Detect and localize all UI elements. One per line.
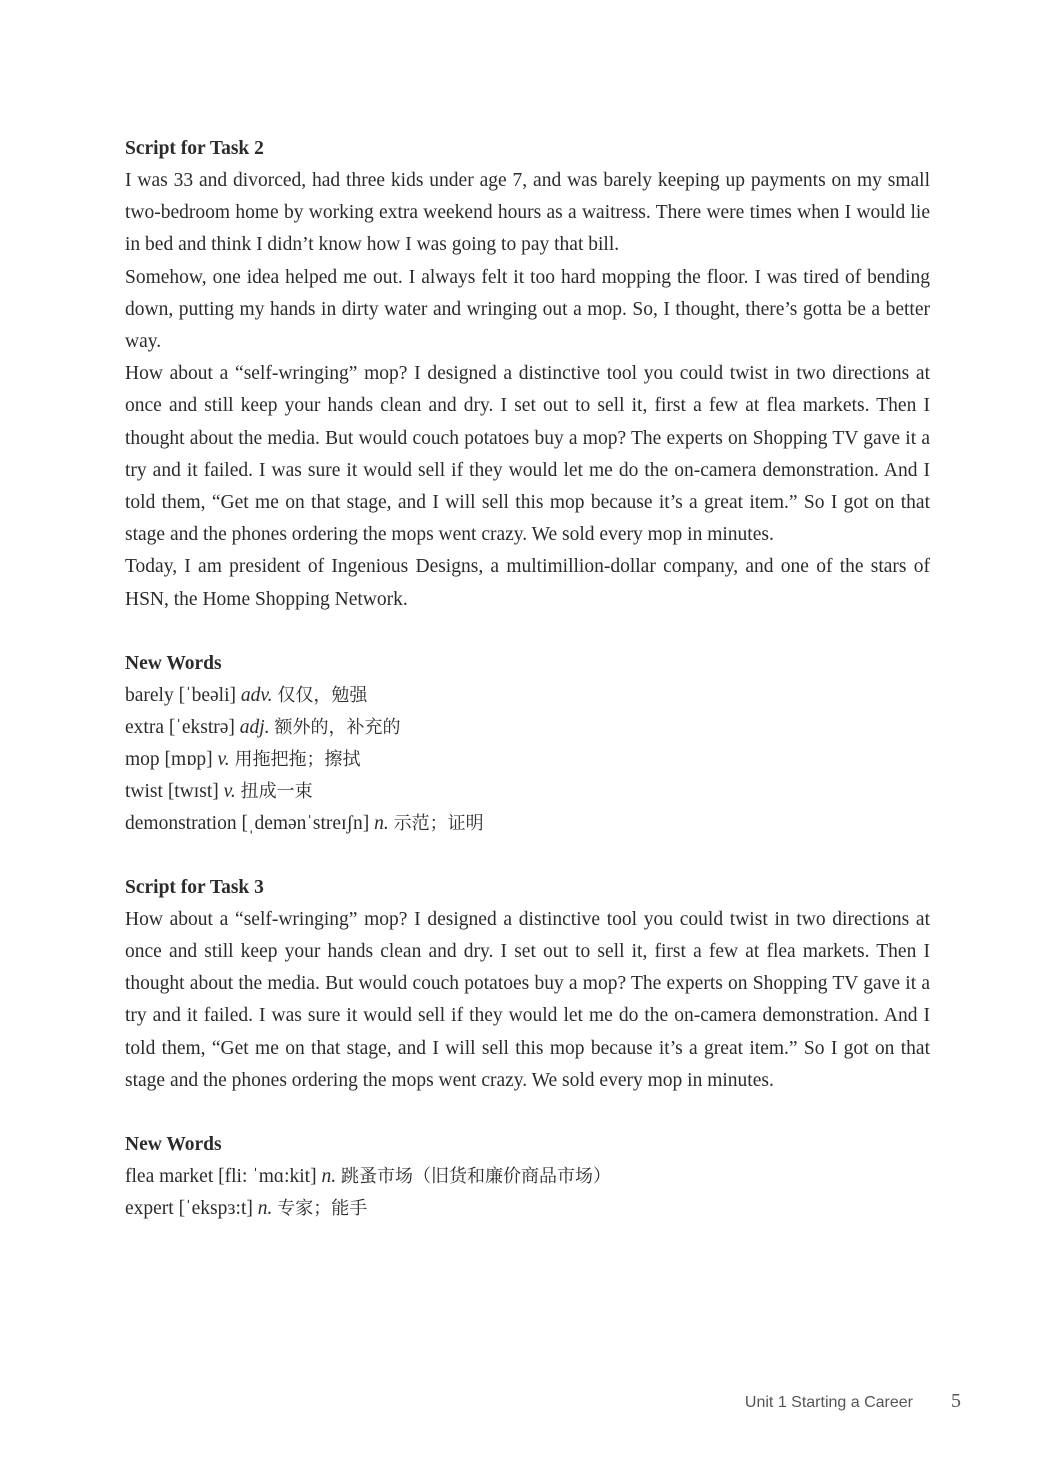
task2-paragraph-2: Somehow, one idea helped me out. I always felt it too hard mopping the floor. I was tired of bending down, putting my hands in dirty water and wringing out a mop. So, I thought, there’s gotta be a better way. (125, 266, 930, 353)
vocab-phonetic: [ˈekspɜ:t] (178, 1198, 253, 1220)
vocab-phonetic: [ˈekstrə] (168, 716, 235, 738)
task3-heading: Script for Task 3 (125, 876, 264, 898)
task2-paragraph-3: How about a “self-wringing” mop? I designed a distinctive tool you could twist in two directions at once and still keep your hands clean and dry. I set out to sell it, first a few at flea markets. Then I thought about the media. But would couch potatoes buy a mop? The experts on Shopping TV gave it a try and it failed. I was sure it would sell if they would let me do the on-camera demonstration. And I told them, “Get me on that stage, and I will sell this mop because it’s a great item.” So I got on that stage and the phones ordering the mops went crazy. We sold every mop in minutes. (125, 363, 930, 546)
vocab-entry (125, 712, 930, 744)
vocab-pos: v. (223, 780, 236, 802)
vocab-pos: v. (217, 748, 230, 770)
vocab-entry (125, 1161, 930, 1193)
vocab-word: flea market (125, 1166, 214, 1188)
vocab-entry (125, 744, 930, 776)
task2-paragraph-4: Today, I am president of Ingenious Designs, a multimillion-dollar company, and one of the stars of HSN, the Home Shopping Network. (125, 556, 930, 610)
task2-heading: Script for Task 2 (125, 138, 264, 159)
vocab-word: barely (125, 684, 174, 706)
page-content (125, 133, 930, 1225)
vocab-meaning: 仅仅，勉强 (277, 684, 368, 706)
vocab-word: demonstration (125, 812, 237, 834)
unit-title: Unit 1 Starting a Career (744, 1394, 913, 1411)
task3-paragraph-1: How about a “self-wringing” mop? I designed a distinctive tool you could twist in two directions at once and still keep your hands clean and dry. I set out to sell it, first a few at flea markets. Then I thought about the media. But would couch potatoes buy a mop? The experts on Shopping TV gave it a try and it failed. I was sure it would sell if they would let me do the on-camera demonstration. And I told them, “Get me on that stage, and I will sell this mop because it’s a great item.” So I got on that stage and the phones ordering the mops went crazy. We sold every mop in minutes. (125, 908, 930, 1091)
vocab-pos: adv. (240, 684, 273, 706)
vocab-phonetic: [ˌdemənˈstreɪʃn] (241, 812, 370, 834)
vocab-entry (125, 1193, 930, 1225)
vocab-pos: n. (374, 812, 389, 834)
vocab-meaning: 示范；证明 (393, 812, 484, 834)
vocab-pos: n. (257, 1198, 273, 1220)
vocab-phonetic: [twɪst] (167, 780, 219, 802)
task2-paragraph-1: I was 33 and divorced, had three kids under age 7, and was barely keeping up payments on my small two-bedroom home by working extra weekend hours as a waitress. There were times when I would lie in bed and think I didn’t know how I was going to pay that bill. (125, 170, 930, 256)
vocab-meaning: 跳蚤市场（旧货和廉价商品市场） (340, 1166, 611, 1188)
vocab-meaning: 专家；能手 (277, 1198, 368, 1220)
vocab-entry (125, 776, 930, 808)
vocab-phonetic: [fli: ˈmɑ:kit] (218, 1166, 317, 1188)
section-spacer (125, 1097, 930, 1129)
vocab-word: expert (125, 1198, 174, 1220)
new-words-heading-2: New Words (125, 1134, 222, 1156)
vocab-word: mop (125, 748, 160, 770)
vocab-pos: adj. (239, 716, 270, 738)
section-spacer (125, 616, 930, 648)
vocab-meaning: 用拖把拖；擦拭 (234, 748, 361, 770)
vocab-word: twist (125, 780, 163, 802)
vocab-entry (125, 808, 930, 840)
vocab-pos: n. (321, 1166, 337, 1188)
vocab-word: extra (125, 716, 164, 738)
page-footer (745, 1390, 961, 1413)
vocab-phonetic: [ˈbeəli] (178, 684, 236, 706)
section-spacer (125, 840, 930, 872)
vocab-meaning: 扭成一束 (240, 780, 313, 802)
page-number: 5 (951, 1390, 961, 1412)
new-words-heading-1: New Words (125, 652, 222, 674)
vocab-meaning: 额外的，补充的 (274, 716, 401, 738)
vocab-phonetic: [mɒp] (164, 748, 213, 770)
vocab-entry (125, 680, 930, 712)
